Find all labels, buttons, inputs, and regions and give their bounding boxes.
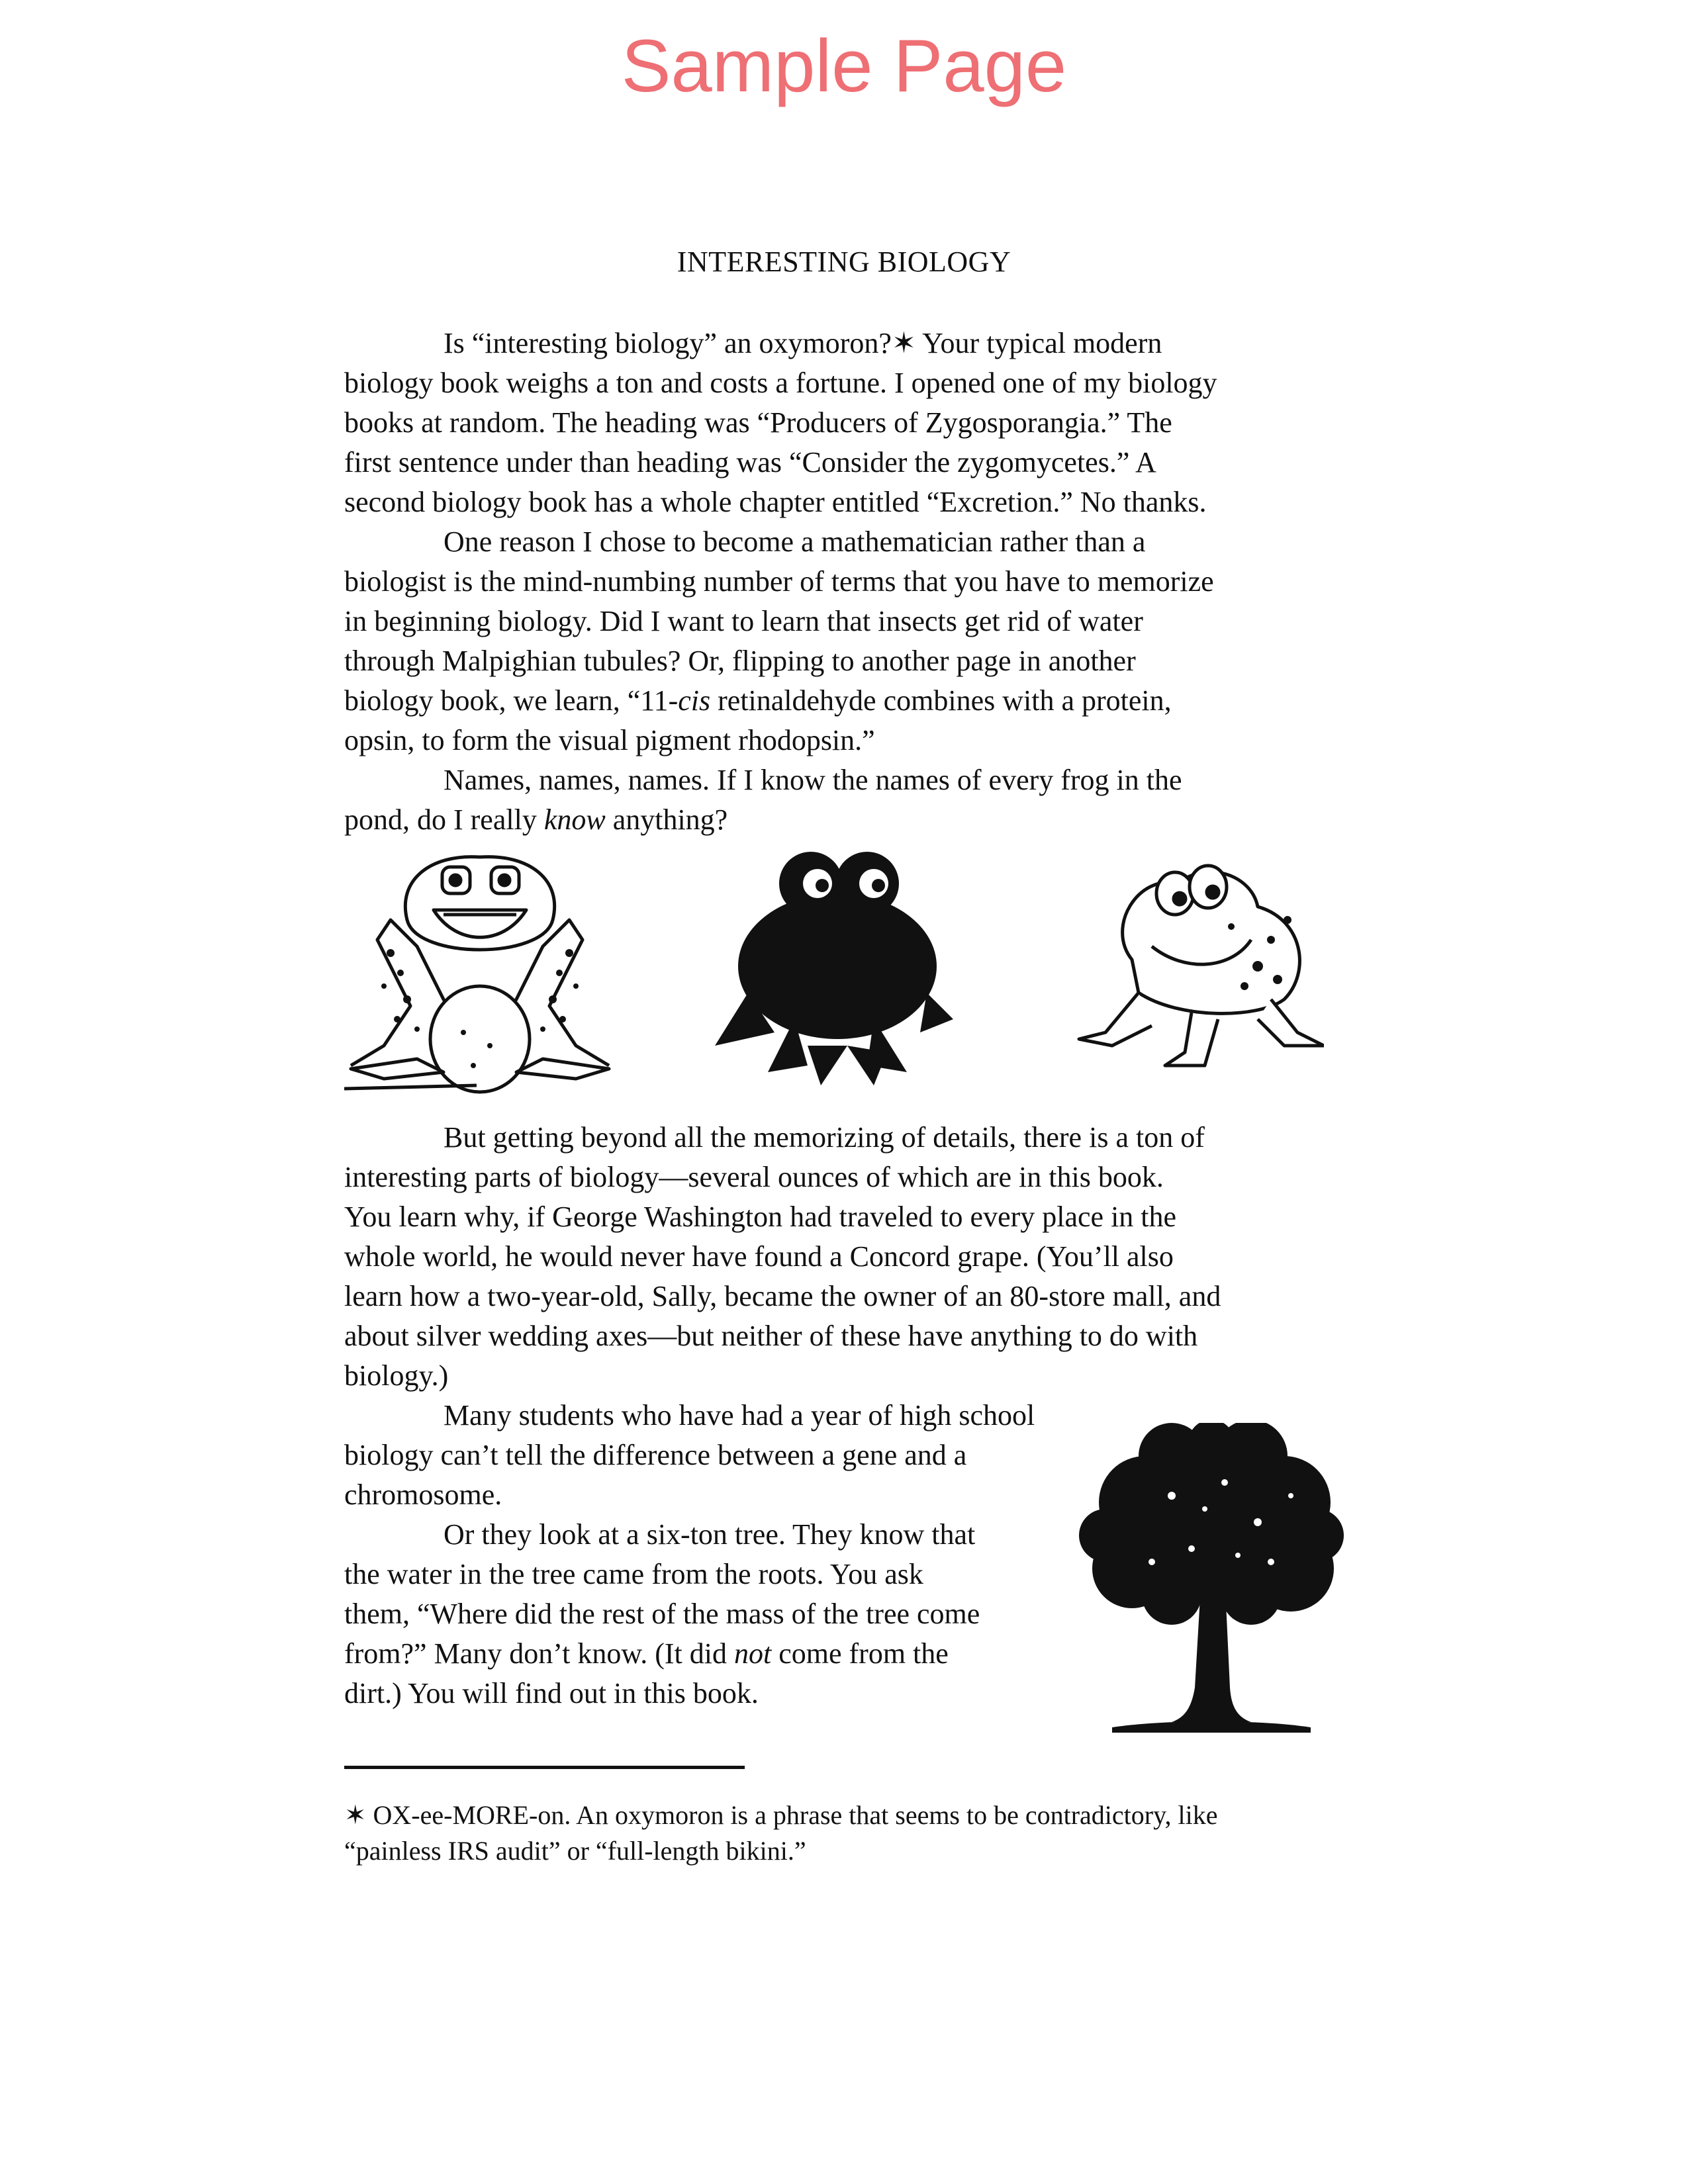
- text-line: [344, 562, 1217, 602]
- text-segment: about silver wedding axes—but neither of these have anything to do with: [344, 1320, 1198, 1352]
- text-segment: biology book, we learn, “11-: [344, 684, 679, 717]
- text-segment: Is “interesting biology” an oxymoron?✶ Your typical modern: [444, 327, 1162, 359]
- text-line: [344, 443, 1217, 482]
- text-line: [344, 800, 1217, 840]
- italic-term: cis: [678, 684, 711, 717]
- footnote-line: “painless IRS audit” or “full-length bikini.”: [344, 1836, 806, 1866]
- text-segment: books at random. The heading was “Producers of Zygosporangia.” The: [344, 406, 1172, 439]
- text-line: [344, 681, 1217, 721]
- footnote-line: ✶ OX-ee-MORE-on. An oxymoron is a phrase that seems to be contradictory, like: [344, 1800, 1218, 1830]
- text-line: [344, 1396, 1035, 1435]
- text-line: [344, 760, 1217, 800]
- text-line: [344, 1634, 1035, 1674]
- text-line: [344, 1237, 1221, 1277]
- text-segment: come from the: [771, 1637, 949, 1670]
- text-segment: Many students who have had a year of high school: [444, 1399, 1035, 1432]
- text-segment: biologist is the mind-numbing number of terms that you have to memorize: [344, 565, 1214, 598]
- grinning-spotted-frog-icon: [344, 857, 609, 1092]
- text-line: [344, 1316, 1221, 1356]
- text-segment: first sentence under than heading was “Consider the zygomycetes.” A: [344, 446, 1156, 478]
- tree-silhouette-icon: [1072, 1423, 1350, 1734]
- text-line: [344, 1475, 1035, 1515]
- goofy-spotted-frog-icon: [1079, 866, 1324, 1066]
- text-segment: opsin, to form the visual pigment rhodopsin.”: [344, 724, 875, 756]
- text-segment: You learn why, if George Washington had traveled to every place in the: [344, 1201, 1177, 1233]
- text-line: [344, 324, 1217, 363]
- text-segment: biology book weighs a ton and costs a fortune. I opened one of my biology: [344, 367, 1217, 399]
- text-segment: in beginning biology. Did I want to learn that insects get rid of water: [344, 605, 1143, 637]
- sample-page-watermark: Sample Page: [621, 24, 1067, 107]
- text-segment: Or they look at a six-ton tree. They know that: [444, 1518, 976, 1551]
- text-segment: chromosome.: [344, 1479, 502, 1511]
- text-segment: interesting parts of biology—several ounces of which are in this book.: [344, 1161, 1164, 1193]
- italic-term: know: [543, 803, 606, 836]
- text-line: [344, 1277, 1221, 1316]
- text-segment: second biology book has a whole chapter entitled “Excretion.” No thanks.: [344, 486, 1207, 518]
- footnote-rule: [344, 1766, 745, 1769]
- page-title: INTERESTING BIOLOGY: [677, 246, 1011, 278]
- text-segment: from?” Many don’t know. (It did: [344, 1637, 734, 1670]
- italic-term: not: [734, 1637, 772, 1670]
- text-line: [344, 363, 1217, 403]
- text-line: [344, 1594, 1035, 1634]
- silhouette-frog-icon: [715, 852, 953, 1085]
- text-line: [344, 1515, 1035, 1555]
- text-segment: biology.): [344, 1359, 449, 1392]
- body-paragraph-3: [344, 1396, 1035, 1713]
- text-segment: them, “Where did the rest of the mass of the tree come: [344, 1598, 980, 1630]
- text-line: [344, 1555, 1035, 1594]
- text-segment: whole world, he would never have found a Concord grape. (You’ll also: [344, 1240, 1174, 1273]
- text-line: [344, 1197, 1221, 1237]
- text-segment: One reason I chose to become a mathematician rather than a: [444, 525, 1146, 558]
- frog-illustrations: [344, 847, 1324, 1099]
- text-segment: biology can’t tell the difference between a gene and a: [344, 1439, 967, 1471]
- text-segment: dirt.) You will find out in this book.: [344, 1677, 759, 1709]
- text-line: [344, 1118, 1221, 1158]
- text-line: [344, 403, 1217, 443]
- text-segment: anything?: [605, 803, 728, 836]
- text-line: [344, 1674, 1035, 1713]
- text-line: [344, 641, 1217, 681]
- text-segment: retinaldehyde combines with a protein,: [710, 684, 1172, 717]
- text-segment: pond, do I really: [344, 803, 544, 836]
- text-segment: But getting beyond all the memorizing of details, there is a ton of: [444, 1121, 1205, 1154]
- body-paragraph-2: [344, 1118, 1221, 1396]
- text-line: [344, 1356, 1221, 1396]
- text-line: [344, 721, 1217, 760]
- text-line: [344, 1158, 1221, 1197]
- intro-paragraphs: [344, 324, 1217, 840]
- text-segment: Names, names, names. If I know the names of every frog in the: [444, 764, 1182, 796]
- text-segment: the water in the tree came from the roots. You ask: [344, 1558, 923, 1590]
- text-line: [344, 522, 1217, 562]
- footnote: [344, 1797, 1218, 1869]
- text-line: [344, 482, 1217, 522]
- text-line: [344, 1435, 1035, 1475]
- text-segment: learn how a two-year-old, Sally, became the owner of an 80-store mall, and: [344, 1280, 1221, 1312]
- text-line: [344, 602, 1217, 641]
- text-segment: through Malpighian tubules? Or, flipping to another page in another: [344, 645, 1136, 677]
